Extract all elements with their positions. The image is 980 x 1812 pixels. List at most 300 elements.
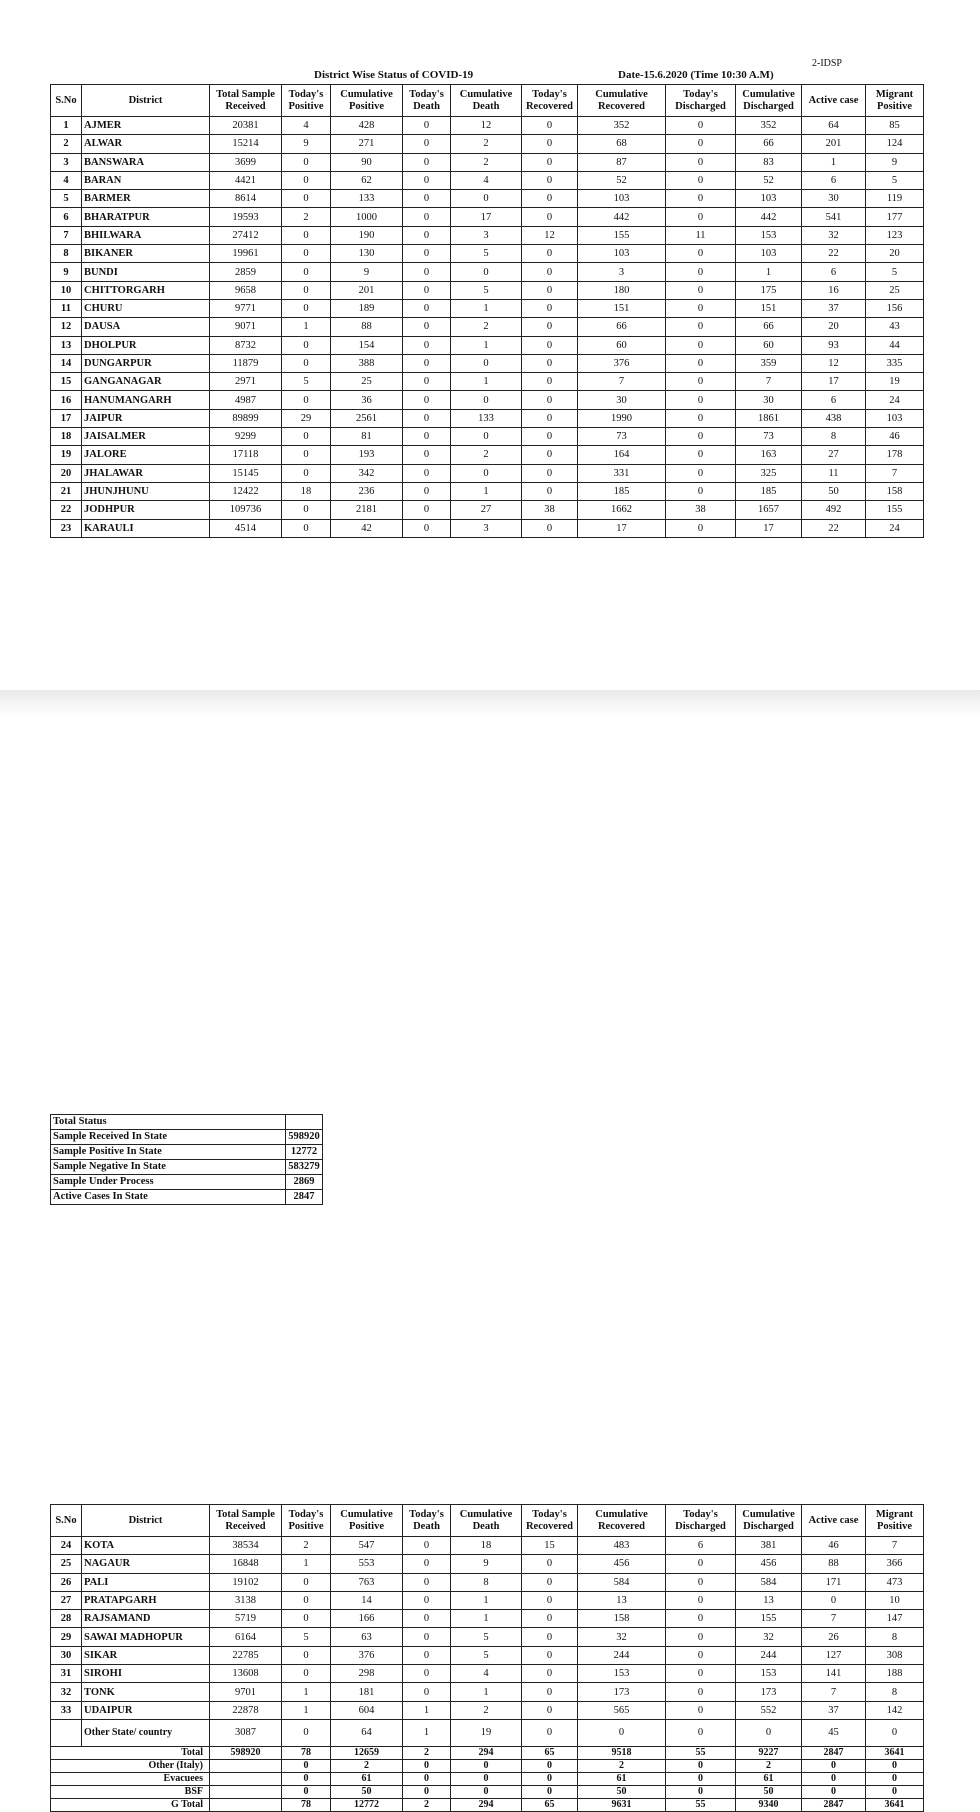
table-cell: 4 [282,117,331,135]
total-status-row [51,1175,323,1190]
table-cell: 30 [736,391,802,409]
serial-number: 19 [51,446,82,464]
table-cell: 130 [331,245,403,263]
total-cell: 0 [802,1785,866,1798]
table-cell: 5 [282,373,331,391]
table-cell: 103 [736,190,802,208]
table-cell: 1 [802,153,866,171]
table-cell: 16848 [210,1555,282,1573]
table-row [51,482,924,500]
table-row [51,1573,924,1591]
total-cell: 0 [451,1772,522,1785]
table-cell: 1 [282,1683,331,1701]
total-cell: 0 [282,1785,331,1798]
table-row [51,226,924,244]
table-cell: 32 [736,1628,802,1646]
table-cell: 0 [403,391,451,409]
table-cell: 0 [403,226,451,244]
total-cell: 61 [578,1772,666,1785]
table-cell: 64 [331,1719,403,1746]
column-header: S.No [51,85,82,117]
table-cell: 1657 [736,501,802,519]
serial-number: 7 [51,226,82,244]
table-cell: 119 [866,190,924,208]
table-cell: 1 [282,318,331,336]
district-name: CHITTORGARH [82,281,210,299]
total-cell: 2 [331,1759,403,1772]
table-row [51,1591,924,1609]
table-cell: 2971 [210,373,282,391]
table-cell: 155 [866,501,924,519]
table-cell: 0 [522,1555,578,1573]
total-cell: 0 [451,1785,522,1798]
district-name: TONK [82,1683,210,1701]
district-name: RAJSAMAND [82,1610,210,1628]
total-row [51,1772,924,1785]
column-header: Cumulative Discharged [736,85,802,117]
district-name: SAWAI MADHOPUR [82,1628,210,1646]
table-cell: 1990 [578,409,666,427]
district-name: BANSWARA [82,153,210,171]
table-cell: 18 [451,1537,522,1555]
table-row [51,281,924,299]
column-header: Cumulative Discharged [736,1505,802,1537]
table-cell: 0 [403,190,451,208]
table-cell: 142 [866,1701,924,1719]
district-name: DHOLPUR [82,336,210,354]
total-label: Total [51,1746,210,1759]
serial-number: 18 [51,428,82,446]
table-cell: 0 [403,1555,451,1573]
table-cell: 68 [578,135,666,153]
table-cell: 103 [578,245,666,263]
table-cell: 22878 [210,1701,282,1719]
table-cell: 0 [403,1646,451,1664]
table-cell: 171 [802,1573,866,1591]
table-cell: 10 [866,1591,924,1609]
total-cell: 3641 [866,1746,924,1759]
table-cell: 13 [578,1591,666,1609]
column-header: Today's Positive [282,1505,331,1537]
table-cell: 36 [331,391,403,409]
table-cell: 103 [736,245,802,263]
table-cell: 8614 [210,190,282,208]
table-cell: 0 [522,1683,578,1701]
table-cell: 1 [451,336,522,354]
table-cell: 1 [451,1610,522,1628]
district-name: BHILWARA [82,226,210,244]
table-cell: 584 [578,1573,666,1591]
table-cell: 0 [666,299,736,317]
column-header: Cumulative Positive [331,85,403,117]
table-cell: 20 [802,318,866,336]
table-cell: 4421 [210,171,282,189]
district-name: JHUNJHUNU [82,482,210,500]
table-cell: 164 [578,446,666,464]
table-cell: 30 [578,391,666,409]
table-row [51,263,924,281]
table-cell: 0 [403,1610,451,1628]
table-cell: 0 [522,1573,578,1591]
total-cell: 0 [866,1772,924,1785]
table-cell: 17 [578,519,666,537]
total-cell: 65 [522,1746,578,1759]
table-cell: 0 [403,446,451,464]
table-cell: 359 [736,354,802,372]
table-cell: 9 [282,135,331,153]
total-cell: 294 [451,1798,522,1811]
table-cell: 3 [578,263,666,281]
total-cell: 0 [866,1759,924,1772]
table-cell: 73 [736,428,802,446]
table-cell: 0 [403,135,451,153]
table-cell: 308 [866,1646,924,1664]
table-cell: 0 [666,171,736,189]
table-cell: 4 [451,1665,522,1683]
table-row [51,1537,924,1555]
table-cell: 0 [403,171,451,189]
table-cell: 133 [331,190,403,208]
table-cell: 0 [403,1683,451,1701]
district-name: BHARATPUR [82,208,210,226]
table-cell: 26 [802,1628,866,1646]
table-cell: 153 [736,226,802,244]
table-cell: 22 [802,519,866,537]
district-name: BIKANER [82,245,210,263]
table-cell: 0 [451,428,522,446]
table-cell: 0 [522,245,578,263]
table-row [51,1701,924,1719]
table-cell: 0 [522,519,578,537]
table-cell: 0 [666,1701,736,1719]
table-cell: 1861 [736,409,802,427]
table-cell: 9658 [210,281,282,299]
table-cell: 492 [802,501,866,519]
table-row [51,336,924,354]
table-cell: 124 [866,135,924,153]
total-cell: 0 [522,1759,578,1772]
column-header: Today's Discharged [666,85,736,117]
table-cell: 12422 [210,482,282,500]
table-header-row [51,85,924,117]
table-cell: 2 [451,318,522,336]
total-status-heading-blank [286,1115,323,1130]
table-cell: 133 [451,409,522,427]
table-cell: 181 [331,1683,403,1701]
total-cell: 0 [666,1785,736,1798]
district-name: JHALAWAR [82,464,210,482]
table-cell: 0 [403,428,451,446]
serial-number: 29 [51,1628,82,1646]
table-cell: 376 [578,354,666,372]
table-cell: 22 [802,245,866,263]
table-cell: 0 [666,1665,736,1683]
table-cell: 0 [666,281,736,299]
table-row [51,171,924,189]
table-cell: 141 [802,1665,866,1683]
table-cell: 0 [666,1683,736,1701]
table-cell: 0 [666,354,736,372]
table-cell: 15145 [210,464,282,482]
table-row [51,501,924,519]
table-cell: 9299 [210,428,282,446]
total-cell: 0 [802,1772,866,1785]
total-cell: 12772 [331,1798,403,1811]
table-cell: 63 [331,1628,403,1646]
serial-number: 10 [51,281,82,299]
total-label: Evacuees [51,1772,210,1785]
table-cell: 0 [522,391,578,409]
table-cell: 565 [578,1701,666,1719]
table-cell: 4987 [210,391,282,409]
table-cell: 1 [451,1683,522,1701]
column-header: Cumulative Positive [331,1505,403,1537]
total-cell: 55 [666,1746,736,1759]
table-cell: 0 [403,1537,451,1555]
table-cell: 0 [522,336,578,354]
total-cell: 0 [403,1772,451,1785]
district-name: ALWAR [82,135,210,153]
serial-number: 16 [51,391,82,409]
table-cell: 0 [282,1719,331,1746]
district-name: JODHPUR [82,501,210,519]
district-name: NAGAUR [82,1555,210,1573]
table-cell: 2 [282,208,331,226]
table-cell: 66 [578,318,666,336]
table-cell: 0 [282,153,331,171]
table-cell: 366 [866,1555,924,1573]
table-cell: 0 [403,409,451,427]
table-cell: 38534 [210,1537,282,1555]
table-cell: 331 [578,464,666,482]
table-cell: 0 [666,428,736,446]
table-cell: 0 [403,299,451,317]
table-cell: 0 [403,117,451,135]
district-name: DUNGARPUR [82,354,210,372]
table-cell: 155 [736,1610,802,1628]
district-name: SIROHI [82,1665,210,1683]
table-cell: 438 [802,409,866,427]
table-cell: 6 [802,391,866,409]
table-cell: 12 [451,117,522,135]
table-cell: 0 [451,354,522,372]
table-cell: 0 [403,482,451,500]
serial-number: 31 [51,1665,82,1683]
table-row [51,464,924,482]
table-cell: 584 [736,1573,802,1591]
total-row [51,1746,924,1759]
table-cell: 6 [802,171,866,189]
table-cell: 11 [802,464,866,482]
total-label: BSF [51,1785,210,1798]
table-cell: 0 [403,354,451,372]
table-cell: 0 [282,226,331,244]
district-name: JAIPUR [82,409,210,427]
table-cell: 127 [802,1646,866,1664]
table-cell: 0 [522,117,578,135]
table-cell: 193 [331,446,403,464]
table-cell: 0 [282,354,331,372]
table-cell: 85 [866,117,924,135]
table-cell: 103 [578,190,666,208]
table-cell: 24 [866,391,924,409]
column-header: Cumulative Death [451,1505,522,1537]
table-cell: 14 [331,1591,403,1609]
table-cell: 0 [666,409,736,427]
table-cell: 9 [866,153,924,171]
table-cell: 8 [866,1628,924,1646]
serial-number: 6 [51,208,82,226]
district-name: PALI [82,1573,210,1591]
table-cell: 60 [578,336,666,354]
table-cell: 12 [802,354,866,372]
total-status-heading-row [51,1115,323,1130]
table-cell: 178 [866,446,924,464]
table-cell: 30 [802,190,866,208]
table-cell: 27 [451,501,522,519]
table-cell: 88 [331,318,403,336]
table-row [51,190,924,208]
table-cell: 0 [403,1591,451,1609]
table-cell: 0 [403,519,451,537]
table-cell: 0 [403,336,451,354]
total-cell: 2847 [802,1798,866,1811]
table-cell: 12 [522,226,578,244]
corner-tag: 2-IDSP [811,58,842,69]
table-cell: 189 [331,299,403,317]
serial-number: 21 [51,482,82,500]
district-name: GANGANAGAR [82,373,210,391]
column-header: Cumulative Death [451,85,522,117]
table-cell: 50 [802,482,866,500]
table-cell: 442 [578,208,666,226]
table-body [51,117,924,538]
table-cell: 442 [736,208,802,226]
district-name: KOTA [82,1537,210,1555]
table-cell: 456 [578,1555,666,1573]
table-row [51,1683,924,1701]
table-cell: 1 [282,1701,331,1719]
table-cell: 190 [331,226,403,244]
table-cell: 27 [802,446,866,464]
table-cell: 153 [736,1665,802,1683]
column-header: Active case [802,1505,866,1537]
table-cell: 0 [282,1573,331,1591]
district-name: JAISALMER [82,428,210,446]
table-cell: 7 [578,373,666,391]
column-header: Today's Positive [282,85,331,117]
status-value: 598920 [286,1130,323,1145]
serial-number: 20 [51,464,82,482]
table-cell: 2 [451,135,522,153]
table-cell: 1 [451,1591,522,1609]
table-cell: 1 [282,1555,331,1573]
table-cell: 0 [403,281,451,299]
total-cell: 0 [802,1759,866,1772]
total-status-table [50,1114,323,1205]
table-cell: 0 [451,464,522,482]
district-name: BUNDI [82,263,210,281]
table-row [51,245,924,263]
table-cell: 37 [802,299,866,317]
table-cell: 8 [802,428,866,446]
table-cell: 0 [451,391,522,409]
table-cell: 15 [522,1537,578,1555]
total-cell: 61 [331,1772,403,1785]
table-cell: 0 [522,464,578,482]
table-cell: 6 [666,1537,736,1555]
table-cell: 3 [451,519,522,537]
table-cell: 5 [451,1628,522,1646]
table-cell: 8 [451,1573,522,1591]
table-row [51,153,924,171]
district-name: JALORE [82,446,210,464]
table-cell: 151 [736,299,802,317]
total-cell: 2 [578,1759,666,1772]
total-cell: 2 [736,1759,802,1772]
total-cell: 0 [403,1759,451,1772]
table-cell: 5 [282,1628,331,1646]
table-cell: 0 [403,208,451,226]
table-cell: 11879 [210,354,282,372]
table-cell: 1 [451,482,522,500]
table-cell: 0 [666,336,736,354]
table-cell: 9771 [210,299,282,317]
table-cell: 9 [331,263,403,281]
table-cell: 0 [403,153,451,171]
table-cell: 381 [736,1537,802,1555]
table-cell: 0 [282,1646,331,1664]
table-cell: 0 [282,245,331,263]
table-cell: 0 [666,391,736,409]
table-cell: 201 [802,135,866,153]
table-cell: 66 [736,318,802,336]
table-cell: 1 [736,263,802,281]
table-row [51,208,924,226]
table-cell: 3699 [210,153,282,171]
table-cell: 376 [331,1646,403,1664]
table-row-other-state [51,1719,924,1746]
table-cell: 7 [736,373,802,391]
table-cell: 0 [666,519,736,537]
district-name: KARAULI [82,519,210,537]
table-cell: 0 [666,190,736,208]
table-cell: 22785 [210,1646,282,1664]
total-cell: 78 [282,1746,331,1759]
status-value: 12772 [286,1145,323,1160]
total-cell: 61 [736,1772,802,1785]
table-cell: 0 [522,153,578,171]
table-row [51,409,924,427]
serial-number: 9 [51,263,82,281]
column-header: S.No [51,1505,82,1537]
table-cell: 2561 [331,409,403,427]
table-cell: 0 [451,263,522,281]
table-cell: 155 [578,226,666,244]
table-cell: 0 [403,245,451,263]
table-cell: 158 [578,1610,666,1628]
district-name: HANUMANGARH [82,391,210,409]
total-cell: 0 [666,1759,736,1772]
table-cell: 0 [666,117,736,135]
table-cell: 1662 [578,501,666,519]
status-label: Active Cases In State [51,1190,286,1205]
table-cell: 52 [578,171,666,189]
table-cell: 13608 [210,1665,282,1683]
report-date: Date-15.6.2020 (Time 10:30 A.M) [618,69,774,81]
table-cell: 0 [522,354,578,372]
total-cell: 50 [331,1785,403,1798]
